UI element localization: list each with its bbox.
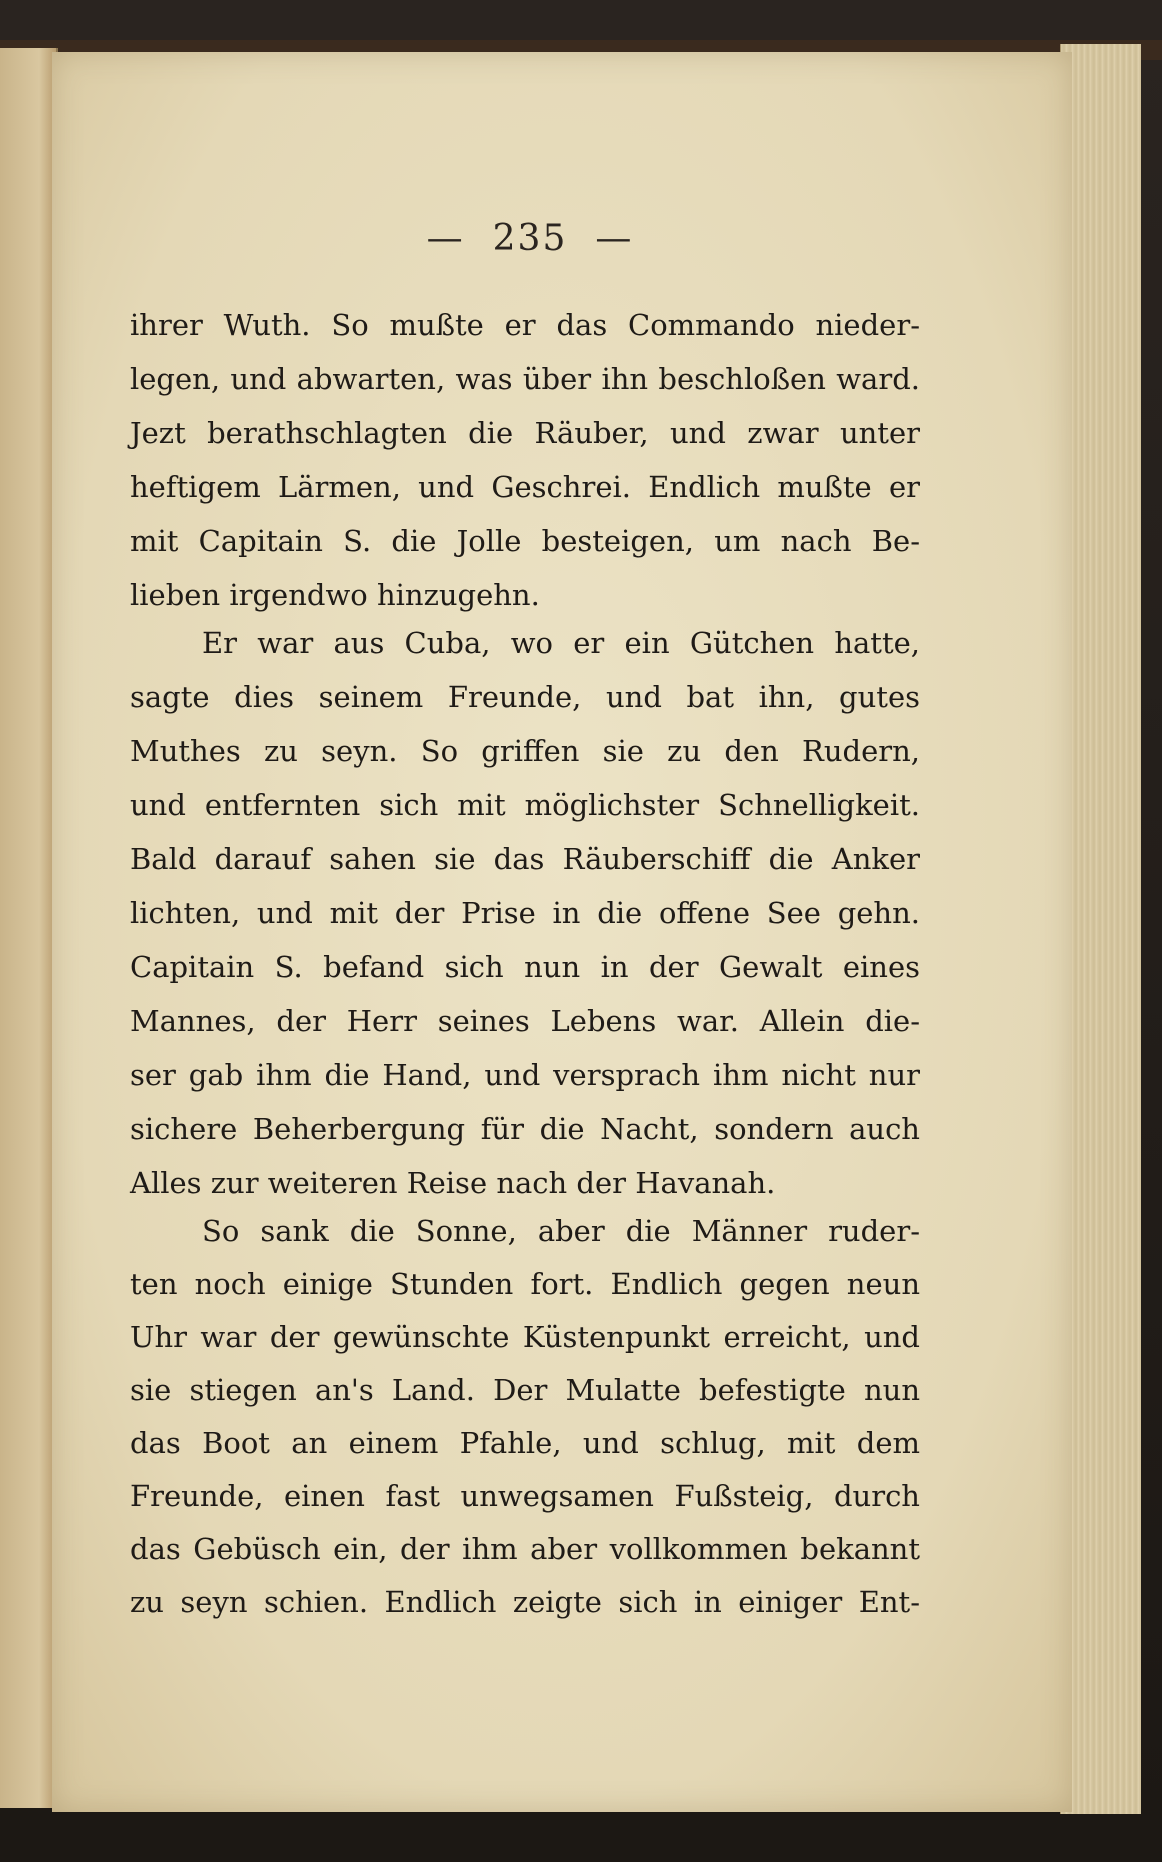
text-line: Mannes, der Herr seines Lebens war. Allein die-	[130, 1004, 920, 1038]
paragraph-2	[130, 616, 920, 1210]
header-dash-right: —	[595, 218, 634, 259]
page-number: 235	[492, 218, 568, 259]
text-line: Jezt berathschlagten die Räuber, und zwar unter	[130, 416, 920, 450]
paragraph-3	[130, 1205, 920, 1629]
text-line: sichere Beherbergung für die Nacht, sondern auch	[130, 1112, 920, 1146]
text-line: Muthes zu seyn. So griffen sie zu den Rudern,	[130, 734, 920, 768]
text-line: sie stiegen an's Land. Der Mulatte befestigte nun	[130, 1373, 920, 1407]
header-dash-left: —	[426, 218, 465, 259]
paragraph-1	[130, 298, 920, 622]
text-line: ten noch einige Stunden fort. Endlich gegen neun	[130, 1267, 920, 1301]
text-line: und entfernten sich mit möglichster Schnelligkeit.	[130, 788, 920, 822]
text-line: Freunde, einen fast unwegsamen Fußsteig, durch	[130, 1479, 920, 1513]
page-stack-edge	[1060, 44, 1141, 1814]
text-line: Alles zur weiteren Reise nach der Havanah.	[130, 1166, 776, 1200]
text-line: Er war aus Cuba, wo er ein Gütchen hatte,	[202, 626, 920, 660]
text-line: mit Capitain S. die Jolle besteigen, um nach Be-	[130, 524, 920, 558]
text-line: ihrer Wuth. So mußte er das Commando nieder-	[130, 308, 920, 342]
text-line: So sank die Sonne, aber die Männer ruder-	[202, 1214, 920, 1248]
page-header	[0, 218, 1060, 259]
text-line: lichten, und mit der Prise in die offene See gehn.	[130, 896, 920, 930]
text-line: zu seyn schien. Endlich zeigte sich in einiger Ent-	[130, 1585, 920, 1619]
text-line: ser gab ihm die Hand, und versprach ihm nicht nur	[130, 1058, 920, 1092]
text-line: Bald darauf sahen sie das Räuberschiff die Anker	[130, 842, 920, 876]
text-line: sagte dies seinem Freunde, und bat ihn, gutes	[130, 680, 920, 714]
left-page-edge	[0, 48, 58, 1808]
text-line: das Boot an einem Pfahle, und schlug, mit dem	[130, 1426, 920, 1460]
text-line: heftigem Lärmen, und Geschrei. Endlich mußte er	[130, 470, 920, 504]
text-line: lieben irgendwo hinzugehn.	[130, 578, 540, 612]
text-line: Capitain S. befand sich nun in der Gewalt eines	[130, 950, 920, 984]
text-line: legen, und abwarten, was über ihn beschloßen ward.	[130, 362, 920, 396]
text-line: das Gebüsch ein, der ihm aber vollkommen bekannt	[130, 1532, 920, 1566]
text-line: Uhr war der gewünschte Küstenpunkt erreicht, und	[130, 1320, 920, 1354]
